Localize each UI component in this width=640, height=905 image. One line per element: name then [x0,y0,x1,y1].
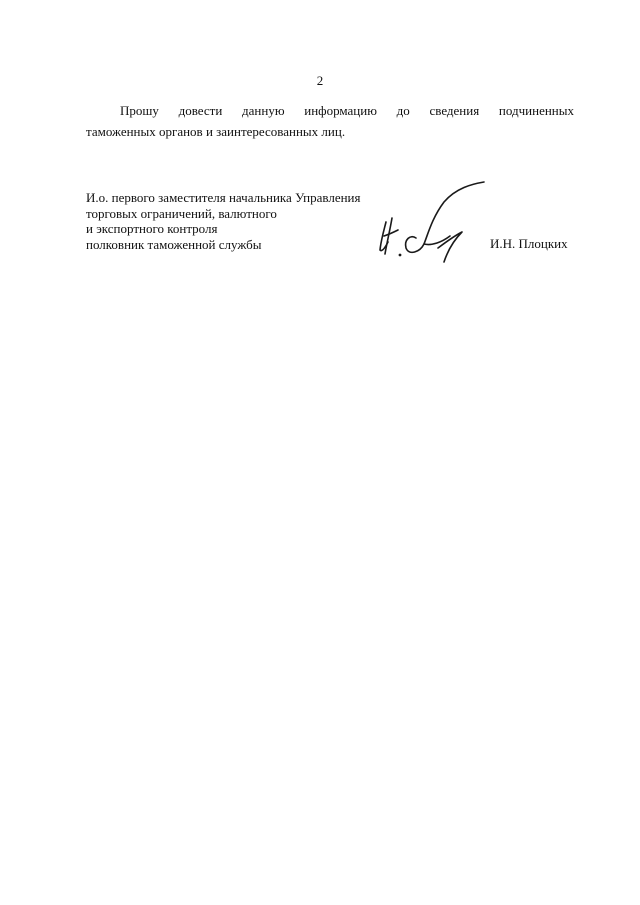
signer-position-line-2: торговых ограничений, валютного [86,205,277,221]
page-number: 2 [316,73,324,88]
body-paragraph [86,100,574,142]
signer-position-line-3: и экспортного контроля [86,221,218,236]
body-line-2: таможенных органов и заинтересованных лиц. [86,124,346,139]
signer-name: И.Н. Плоцких [490,236,568,251]
signer-position-block [86,190,396,252]
signer-position-line-4: полковник таможенной службы [86,236,262,252]
signer-position-line-1: И.о. первого заместителя начальника Управления [86,190,361,205]
body-line-1: Прошу довести данную информацию до сведения подчиненных [120,103,574,118]
handwritten-signature [372,178,494,270]
